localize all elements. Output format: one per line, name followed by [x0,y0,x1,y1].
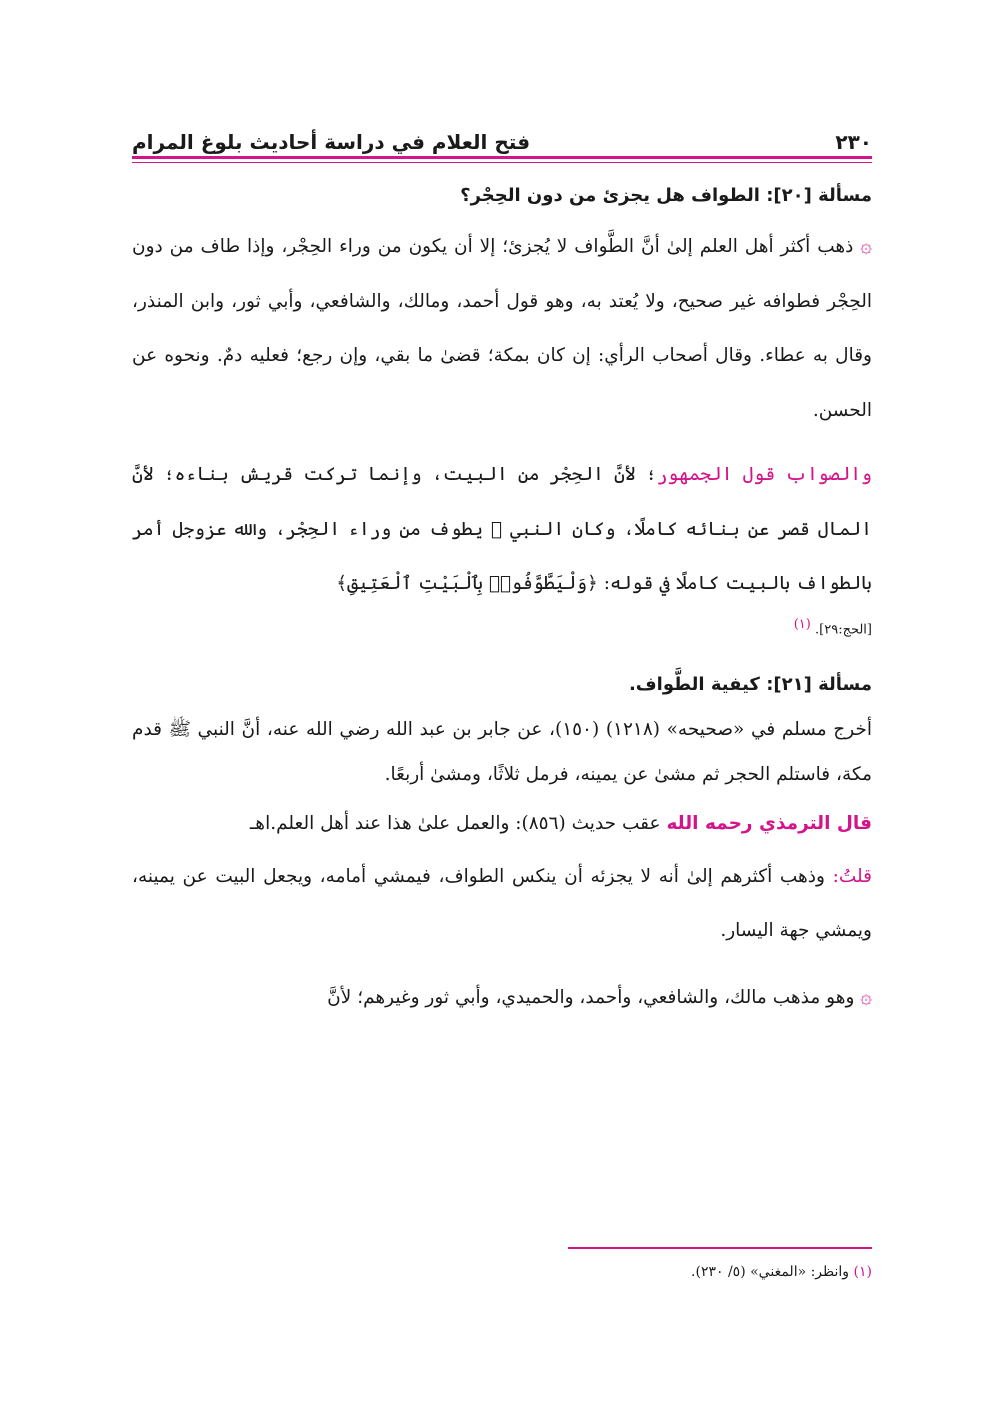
book-title: فتح العلام في دراسة أحاديث بلوغ المرام [132,130,531,154]
header-rule-thick [132,156,872,159]
section-21-paragraph-4 [132,969,872,1026]
ayah-ref-text: [الحج:٢٩]. [815,621,872,637]
section-21-heading [132,663,872,707]
section-21-label: مسألة [٢١]: [766,673,872,695]
flower-ornament-icon: ۞ [860,233,872,257]
footnote [132,1264,872,1280]
footnote-number: (١) [853,1264,872,1280]
section-21-title: كيفية الطَّواف. [628,673,760,695]
section-21-paragraph-1 [132,707,872,797]
section-20-p2-lead: والصواب قول الجمهور [656,464,872,485]
section-21-p2-lead: قال الترمذي رحمه الله [666,812,872,834]
section-21-p4-text: وهو مذهب مالك، والشافعي، وأحمد، والحميدي، وأبي ثور وغيرهم؛ لأنَّ [327,986,855,1008]
section-21-p2-text: عقب حديث (٨٥٦): والعمل علىٰ هذا عند أهل العلم.اهـ [249,812,661,834]
footnote-separator [568,1247,872,1249]
section-20-title: الطواف هل يجزئ من دون الحِجْر؟ [460,185,760,206]
quran-ayah: ﴿وَلْيَطَّوَّفُوا۟ بِٱلْبَيْتِ ٱلْعَتِيقِ﴾ [336,573,598,594]
page-header [132,118,872,154]
section-20-heading [132,174,872,218]
section-20-paragraph-1 [132,218,872,438]
header-rule-thin [132,162,872,163]
section-20-p2-text: ؛ لأنَّ الحِجْر من البيت، وإنما تركت قريش بناءه؛ لأنَّ المال قصر عن بنائه كاملًا، وكان النبي ﷺ يطوف من وراء الحِجْر، والله عزوجل أمر بالطواف بالبيت كاملًا في قوله: [132,464,872,594]
section-21-p1-text: أخرج مسلم في «صحيحه» (١٢١٨) (١٥٠)، عن جابر بن عبد الله رضي الله عنه، أنَّ النبي ﷺ قدم مكة، فاستلم الحجر ثم مشىٰ عن يمينه، فرمل ثلاثًا، ومشىٰ أربعًا. [132,718,872,785]
page-number: ٢٣٠ [835,130,872,154]
flower-ornament-icon: ۞ [860,983,872,1008]
section-20-paragraph-2 [132,448,872,612]
section-20-p1-text: ذهب أكثر أهل العلم إلىٰ أنَّ الطَّواف لا يُجزئ؛ إلا أن يكون من وراء الحِجْر، وإذا طاف من دون الحِجْر فطوافه غير صحيح، ولا يُعتد به، وهو قول أحمد، ومالك، والشافعي، وأبي ثور، وابن المنذر، وقال به عطاء. وقال أصحاب الرأي: إن كان بمكة؛ قضىٰ ما بقي، وإن رجع؛ فعليه دمٌ. ونحوه عن الحسن. [132,236,872,421]
section-21-p3-text: وذهب أكثرهم إلىٰ أنه لا يجزئه أن ينكس الطواف، فيمشي أمامه، ويجعل البيت عن يمينه، ويمشي جهة اليسار. [132,865,872,942]
footnote-text: وانظر: «المغني» (٥/ ٢٣٠). [691,1264,850,1280]
section-21-p3-lead: قلتُ: [832,865,872,887]
page-body [132,174,872,1035]
footnote-marker-link[interactable]: (١) [793,616,811,632]
ayah-reference [132,614,872,641]
section-20-label: مسألة [٢٠]: [766,185,872,206]
section-21-paragraph-3 [132,850,872,959]
section-21-paragraph-2 [132,801,872,846]
